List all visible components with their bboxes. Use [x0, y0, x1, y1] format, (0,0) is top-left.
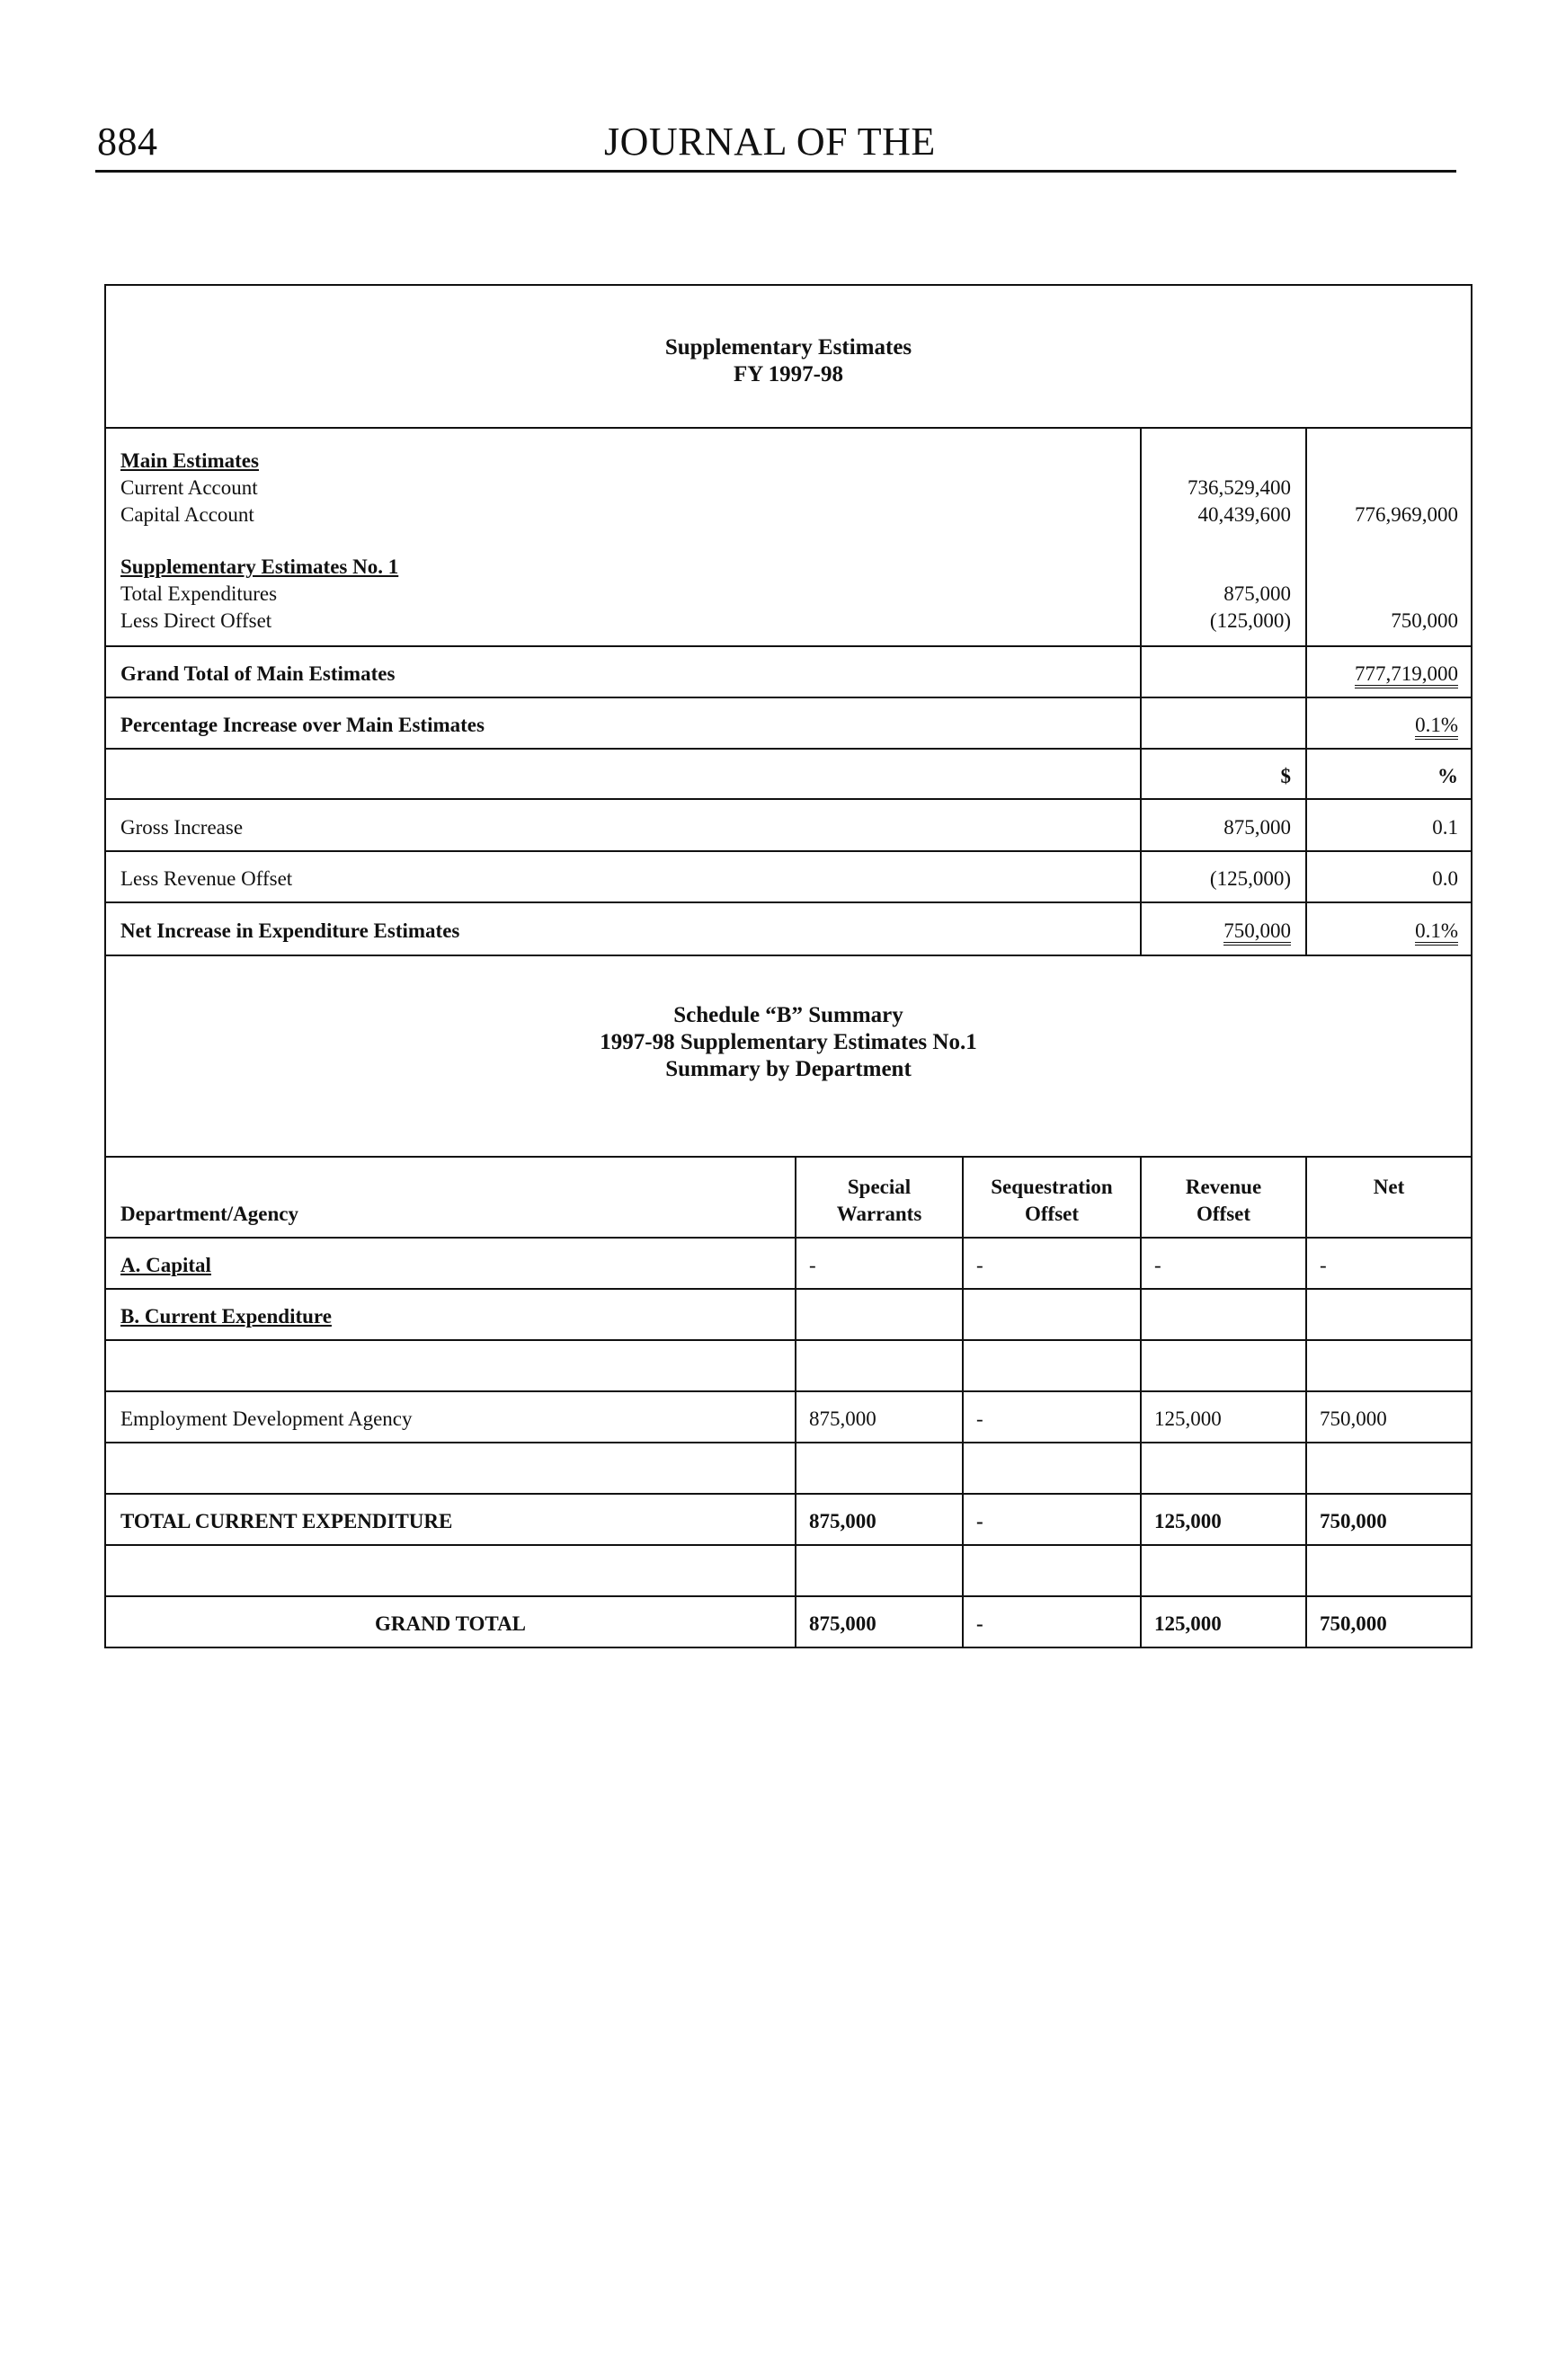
total-current-net: 750,000: [1320, 1510, 1387, 1532]
column-header-net-label: Net: [1373, 1176, 1405, 1198]
capital-account-label: Capital Account: [120, 503, 254, 526]
gross-increase-label: Gross Increase: [120, 816, 244, 839]
capital-net: -: [1320, 1254, 1327, 1276]
rule: [104, 1339, 1472, 1341]
rule: [104, 645, 1472, 647]
rule: [1305, 427, 1307, 956]
header-rule: [95, 170, 1456, 173]
eda-sequestration: -: [976, 1408, 983, 1430]
dollar-column-header: $: [1280, 765, 1291, 787]
grand-total-net: 750,000: [1320, 1612, 1387, 1635]
rule: [1140, 1156, 1142, 1648]
total-current-label: TOTAL CURRENT EXPENDITURE: [120, 1510, 453, 1532]
column-header-sequestration-offset: [964, 1174, 1140, 1228]
total-current-revenue-offset: 125,000: [1154, 1510, 1222, 1532]
column-header-net: [1307, 1174, 1471, 1201]
percent-column-header: %: [1437, 765, 1458, 787]
rule: [104, 901, 1472, 903]
column-header-sequestration-line1: Sequestration: [991, 1176, 1113, 1198]
rule: [795, 1156, 796, 1648]
schedule-title-line1: Schedule “B” Summary: [673, 1003, 903, 1027]
capital-revenue-offset: -: [1154, 1254, 1161, 1276]
less-direct-offset-value: (125,000): [1209, 609, 1291, 632]
percentage-increase-label: Percentage Increase over Main Estimates: [120, 714, 485, 736]
rule: [104, 1237, 1472, 1239]
estimates-title-line1: Supplementary Estimates: [664, 335, 912, 360]
column-header-special-line2: Warrants: [836, 1203, 922, 1225]
rule: [104, 850, 1472, 852]
net-increase-amount: 750,000: [1223, 919, 1291, 946]
rule: [1305, 1156, 1307, 1648]
percentage-increase-amount: 0.1%: [1415, 714, 1458, 740]
grand-total-revenue-offset: 125,000: [1154, 1612, 1222, 1635]
less-revenue-offset-pct: 0.0: [1432, 867, 1458, 890]
net-increase-pct: [1309, 919, 1458, 943]
column-header-department: Department/Agency: [120, 1203, 299, 1225]
schedule-title: [104, 1002, 1472, 1083]
column-header-revenue-offset: [1142, 1174, 1305, 1228]
rule: [1140, 427, 1142, 956]
total-expenditures-label: Total Expenditures: [120, 582, 278, 605]
rule: [104, 748, 1472, 750]
rule: [104, 1544, 1472, 1546]
rule: [104, 1595, 1472, 1597]
total-current-sequestration: -: [976, 1510, 983, 1532]
capital-sequestration: -: [976, 1254, 983, 1276]
rule: [104, 697, 1472, 698]
grand-total-main-amount: 777,719,000: [1355, 662, 1458, 688]
capital-section-label: A. Capital: [120, 1254, 211, 1276]
total-current-special-warrants: 875,000: [809, 1510, 876, 1532]
gross-increase-value: 875,000: [1223, 816, 1291, 839]
eda-special-warrants: 875,000: [809, 1408, 876, 1430]
page-number: 884: [97, 120, 158, 164]
supplementary-estimates-heading: Supplementary Estimates No. 1: [120, 555, 399, 578]
less-revenue-offset-label: Less Revenue Offset: [120, 867, 293, 890]
main-estimates-heading: Main Estimates: [120, 449, 259, 472]
estimates-title: [104, 334, 1472, 388]
column-header-special-warrants: [796, 1174, 962, 1228]
schedule-title-line2: 1997-98 Supplementary Estimates No.1: [600, 1030, 977, 1054]
net-increase-pct-amount: 0.1%: [1415, 919, 1458, 946]
main-estimates-total: 776,969,000: [1355, 503, 1458, 526]
net-increase-label: Net Increase in Expenditure Estimates: [120, 919, 460, 942]
schedule-title-line3: Summary by Department: [665, 1057, 912, 1081]
rule: [104, 1288, 1472, 1290]
current-account-value: 736,529,400: [1188, 476, 1291, 499]
estimates-title-line2: FY 1997-98: [734, 362, 843, 386]
percentage-increase-value: [1309, 714, 1458, 737]
column-header-revenue-line1: Revenue: [1185, 1176, 1262, 1198]
grand-total-main-value: [1309, 662, 1458, 686]
less-direct-offset-label: Less Direct Offset: [120, 609, 272, 632]
column-header-sequestration-line2: Offset: [1024, 1203, 1080, 1225]
capital-account-value: 40,439,600: [1197, 503, 1291, 526]
supplementary-total: 750,000: [1391, 609, 1458, 632]
current-account-label: Current Account: [120, 476, 258, 499]
rule: [104, 1493, 1472, 1495]
eda-revenue-offset: 125,000: [1154, 1408, 1222, 1430]
rule: [962, 1156, 964, 1648]
eda-label: Employment Development Agency: [120, 1408, 413, 1430]
net-increase-value: [1143, 919, 1291, 943]
column-header-special-line1: Special: [847, 1176, 912, 1198]
eda-net: 750,000: [1320, 1408, 1387, 1430]
less-revenue-offset-value: (125,000): [1209, 867, 1291, 890]
running-head: JOURNAL OF THE: [604, 120, 936, 164]
grand-total-sequestration: -: [976, 1612, 983, 1635]
grand-total-label: GRAND TOTAL: [374, 1612, 527, 1635]
rule: [104, 427, 1472, 429]
grand-total-main-label: Grand Total of Main Estimates: [120, 662, 396, 685]
rule: [104, 1390, 1472, 1392]
rule: [104, 1442, 1472, 1443]
grand-total-special-warrants: 875,000: [809, 1612, 876, 1635]
column-header-revenue-line2: Offset: [1196, 1203, 1251, 1225]
rule: [104, 798, 1472, 800]
total-expenditures-value: 875,000: [1223, 582, 1291, 605]
capital-special-warrants: -: [809, 1254, 816, 1276]
rule: [104, 1156, 1472, 1158]
gross-increase-pct: 0.1: [1432, 816, 1458, 839]
current-section-label: B. Current Expenditure: [120, 1305, 332, 1328]
